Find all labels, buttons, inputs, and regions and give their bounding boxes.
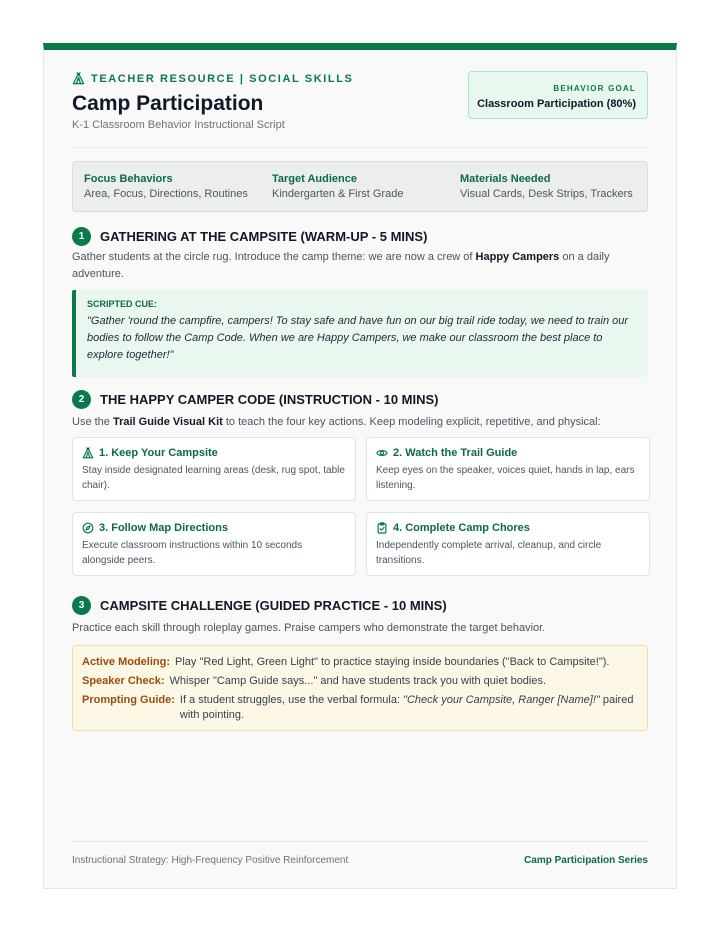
cue-text: "Gather 'round the campfire, campers! To stay safe and have fun on our big trail ride today, we need to train our bodies to follow the Camp Code. When we are Happy Campers, we make our classroom the best place to explore together!": [87, 315, 629, 361]
section-1-heading: [72, 227, 427, 246]
info-label: Target Audience: [272, 173, 357, 185]
eyebrow-text: TEACHER RESOURCE | SOCIAL SKILLS: [91, 72, 354, 85]
section-title: THE HAPPY CAMPER CODE (INSTRUCTION - 10 MINS): [100, 392, 439, 407]
code-card-complete-camp-chores: [366, 512, 650, 576]
goal-value: Classroom Participation (80%): [477, 98, 636, 110]
card-description: Independently complete arrival, cleanup, and circle transitions.: [376, 540, 602, 566]
tent-icon: [82, 447, 94, 459]
practice-label: Active Modeling:: [82, 656, 171, 668]
info-value: Area, Focus, Directions, Routines: [84, 188, 248, 200]
practice-label: Prompting Guide:: [82, 694, 175, 706]
footer-strategy: Instructional Strategy: High-Frequency Positive Reinforcement: [72, 855, 349, 866]
eyebrow: [72, 72, 353, 85]
clipboard-check-icon: [376, 522, 388, 534]
card-title: 1. Keep Your Campsite: [99, 447, 218, 459]
cue-label: SCRIPTED CUE:: [87, 299, 158, 309]
page-subtitle: K-1 Classroom Behavior Instructional Script: [72, 119, 285, 131]
section-3-intro: Practice each skill through roleplay games. Praise campers who demonstrate the target behavior.: [72, 622, 546, 634]
card-description: Execute classroom instructions within 10 seconds alongside peers.: [82, 540, 303, 566]
practice-row: [82, 655, 637, 670]
info-focus-behaviors: [84, 173, 248, 200]
section-3-heading: [72, 596, 447, 615]
tent-icon: [72, 72, 85, 85]
scripted-cue: [72, 290, 648, 377]
practice-row: [82, 693, 637, 723]
page-title: Camp Participation: [72, 92, 264, 115]
section-title: CAMPSITE CHALLENGE (GUIDED PRACTICE - 10 MINS): [100, 598, 447, 613]
practice-text: Play "Red Light, Green Light" to practice staying inside boundaries ("Back to Campsite!").: [175, 656, 610, 668]
practice-text: If a student struggles, use the verbal formula: "Check your Campsite, Ranger [Name]!" paired with pointing.: [179, 694, 634, 721]
section-number: 3: [72, 596, 91, 615]
info-target-audience: [272, 173, 403, 200]
header-divider: [72, 147, 648, 148]
section-number: 1: [72, 227, 91, 246]
info-value: Visual Cards, Desk Strips, Trackers: [460, 188, 633, 200]
eye-icon: [376, 447, 388, 459]
footer-series: Camp Participation Series: [524, 855, 648, 866]
guided-practice-box: [72, 645, 648, 731]
footer-divider: [72, 841, 648, 842]
section-title: GATHERING AT THE CAMPSITE (WARM-UP - 5 MINS): [100, 229, 428, 244]
code-card-follow-map-directions: [72, 512, 356, 576]
section-2-intro: Use the Trail Guide Visual Kit to teach the four key actions. Keep modeling explicit, repetitive, and physical:: [72, 416, 601, 428]
card-title: 3. Follow Map Directions: [99, 522, 228, 534]
practice-label: Speaker Check:: [82, 675, 165, 687]
section-1-intro: Gather students at the circle rug. Introduce the camp theme: we are now a crew of Happy Campers on a daily adventure.: [72, 251, 610, 280]
info-label: Materials Needed: [460, 173, 551, 185]
info-box: [72, 161, 648, 212]
code-card-keep-campsite: [72, 437, 356, 501]
card-description: Keep eyes on the speaker, voices quiet, hands in lap, ears listening.: [376, 465, 635, 491]
info-label: Focus Behaviors: [84, 173, 173, 185]
goal-label: BEHAVIOR GOAL: [553, 84, 636, 93]
section-number: 2: [72, 390, 91, 409]
code-card-watch-trail-guide: [366, 437, 650, 501]
compass-icon: [82, 522, 94, 534]
info-value: Kindergarten & First Grade: [272, 188, 404, 200]
behavior-goal-badge: [468, 71, 648, 119]
document-page: [43, 43, 677, 889]
section-2-heading: [72, 390, 439, 409]
practice-text: Whisper "Camp Guide says..." and have students track you with quiet bodies.: [169, 675, 547, 687]
card-title: 2. Watch the Trail Guide: [393, 447, 518, 459]
info-materials-needed: [460, 173, 633, 200]
card-title: 4. Complete Camp Chores: [393, 522, 530, 534]
card-description: Stay inside designated learning areas (desk, rug spot, table chair).: [82, 465, 345, 491]
practice-row: [82, 674, 637, 689]
